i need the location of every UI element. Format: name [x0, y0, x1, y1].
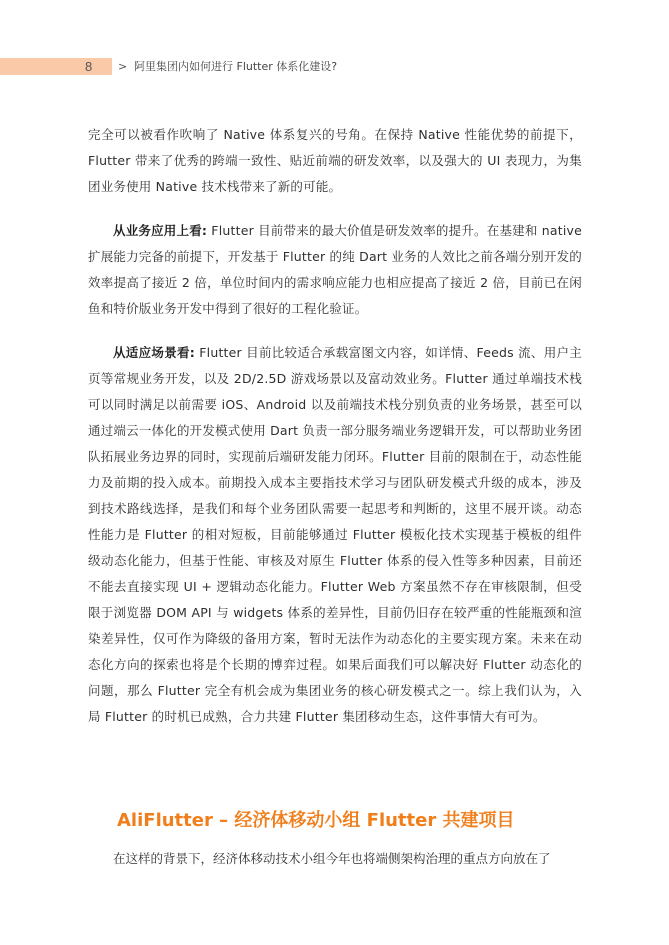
breadcrumb-separator: >: [118, 60, 128, 73]
paragraph-scenarios-lead: 从适应场景看:: [113, 345, 195, 360]
running-title: 阿里集团内如何进行 Flutter 体系化建设?: [134, 60, 338, 73]
paragraph-business-text: Flutter 目前带来的最大价值是研发效率的提升。在基建和 native 扩展能力完备的前提下，开发基于 Flutter 的纯 Dart 业务的人效比之前各端分别开发的效率提高了接近 2 倍，单位时间内的需求响应能力也相应提高了接近 2 倍，目前已在闲鱼和特价版业务开发中得到了很好的工程化验证。: [88, 223, 582, 316]
paragraph-business-lead: 从业务应用上看:: [113, 223, 208, 238]
paragraph-scenarios: [88, 340, 582, 730]
paragraph-background: 在这样的背景下，经济体移动技术小组今年也将端侧架构治理的重点方向放在了: [113, 851, 551, 866]
header-band: [0, 58, 112, 75]
section-heading: AliFlutter – 经济体移动小组 Flutter 共建项目: [117, 810, 515, 831]
page-number: 8: [85, 59, 93, 74]
paragraph-intro: 完全可以被看作吹响了 Native 体系复兴的号角。在保持 Native 性能优势的前提下，Flutter 带来了优秀的跨端一致性、贴近前端的研发效率，以及强大的 UI 表现力，为集团业务使用 Native 技术栈带来了新的可能。: [88, 127, 582, 194]
article-body: [88, 122, 582, 748]
paragraph-business: [88, 218, 582, 322]
paragraph-scenarios-text: Flutter 目前比较适合承载富图文内容，如详情、Feeds 流、用户主页等常规业务开发，以及 2D/2.5D 游戏场景以及富动效业务。Flutter 通过单端技术栈可以同时满足以前需要 iOS、Android 以及前端技术栈分别负责的业务场景，甚至可以通过端云一体化的开发模式使用 Dart 负责一部分服务端业务逻辑开发，可以帮助业务团队拓展业务边界的同时，实现前后端研发能力闭环。Flutter 目前的限制在于，动态性能力及前期的投入成本。前期投入成本主要指技术学习与团队研发模式升级的成本，涉及到技术路线选择，是我们和每个业务团队需要一起思考和判断的，这里不展开谈。动态性能力是 Flutter 的相对短板，目前能够通过 Flutter 模板化技术实现基于模板的组件级动态化能力，但基于性能、审核及对原生 Flutter 体系的侵入性等多种因素，目前还不能去直接实现 UI + 逻辑动态化能力。Flutter Web 方案虽然不存在审核限制，但受限于浏览器 DOM API 与 widgets 体系的差异性，目前仍旧存在较严重的性能瓶颈和渲染差异性，仅可作为降级的备用方案，暂时无法作为动态化的主要实现方案。未来在动态化方向的探索也将是个长期的博弈过程。如果后面我们可以解决好 Flutter 动态化的问题，那么 Flutter 完全有机会成为集团业务的核心研发模式之一。综上我们认为，入局 Flutter 的时机已成熟，合力共建 Flutter 集团移动生态，这件事情大有可为。: [88, 345, 582, 724]
